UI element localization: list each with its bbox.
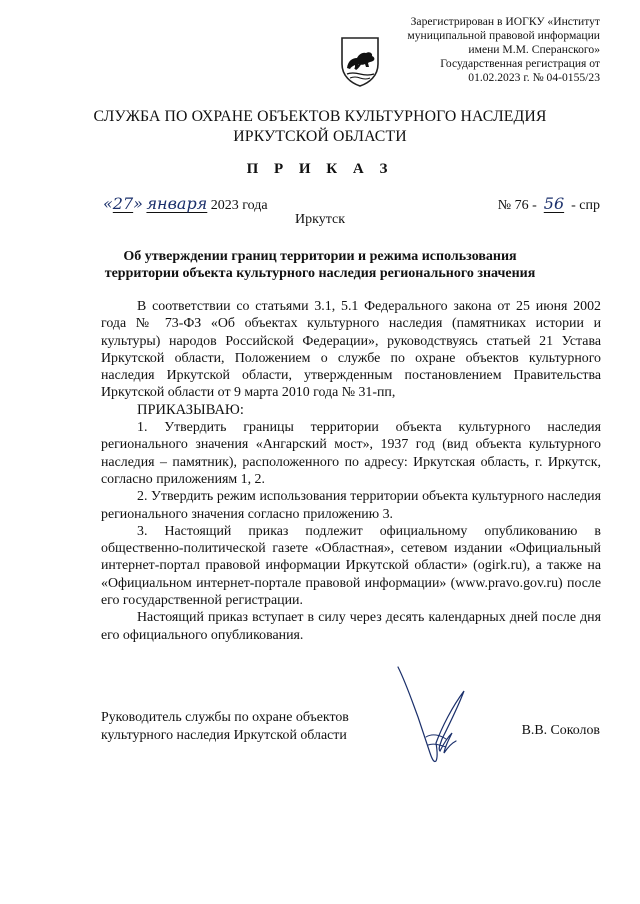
signer-position xyxy=(101,709,349,745)
agency-name xyxy=(0,107,640,147)
date-year: 2023 года xyxy=(210,198,268,213)
city: Иркутск xyxy=(294,212,346,227)
final-paragraph: Настоящий приказ вступает в силу через десять календарных дней после дня его официального опубликования. xyxy=(101,610,601,643)
document-title xyxy=(0,248,640,282)
order-number xyxy=(498,194,600,214)
signer-name: В.В. Соколов xyxy=(521,723,600,738)
order-number-suffix: - спр xyxy=(571,198,600,213)
registration-line: 01.02.2023 г. № 04-0155/23 xyxy=(468,71,600,84)
registration-line: имени М.М. Сперанского» xyxy=(468,43,600,56)
order-item-3: 3. Настоящий приказ подлежит официальному опубликованию в общественно-политической газете «Областная», сетевом издании «Официальный интернет-портал правовой информации Иркутской области» (ogirk.ru), а также на «Официальном интернет-портале правовой информации» (www.pravo.gov.ru) после его государственной регистрации. xyxy=(101,523,601,609)
order-number-handwritten: 56 xyxy=(543,194,565,213)
date-quote-close: » xyxy=(133,194,143,213)
agency-name-line: ИРКУТСКОЙ ОБЛАСТИ xyxy=(233,128,407,145)
date-day: 27 xyxy=(112,194,134,213)
signer-position-line: культурного наследия Иркутской области xyxy=(101,728,347,743)
order-date xyxy=(103,194,268,214)
date-quote-open: « xyxy=(103,194,113,213)
document-title-line: Об утверждении границ территории и режима использования xyxy=(123,249,517,264)
order-item-1: 1. Утвердить границы территории объекта культурного наследия регионального значения «Ангарский мост», 1937 год (вид объекта культурного наследия – памятник), расположенного по адресу: Иркутская область, г. Иркутск, согласно приложениям 1, 2. xyxy=(101,420,601,487)
preamble-paragraph: В соответствии со статьями 3.1, 5.1 Федерального закона от 25 июня 2002 года № 73-ФЗ «Об объектах культурного наследия (памятниках истории и культуры) народов Российской Федерации», руководствуясь статьей 21 Устава Иркутской области, Положением о службе по охране объектов культурного наследия Иркутской области, утвержденным постановлением Правительства Иркутской области от 9 марта 2010 года № 31-пп, xyxy=(101,299,601,401)
order-word: ПРИКАЗЫВАЮ: xyxy=(137,401,244,418)
order-number-prefix: № 76 - xyxy=(497,198,537,213)
registration-line: муниципальной правовой информации xyxy=(407,29,600,42)
registration-line: Государственная регистрация от xyxy=(440,57,600,70)
document-type: П Р И К А З xyxy=(246,161,394,177)
document-body xyxy=(101,298,601,644)
document-title-line: территории объекта культурного наследия регионального значения xyxy=(104,266,536,281)
agency-name-line: СЛУЖБА ПО ОХРАНЕ ОБЪЕКТОВ КУЛЬТУРНОГО НАСЛЕДИЯ xyxy=(93,108,547,125)
handwritten-signature-icon xyxy=(390,665,470,765)
signer-position-line: Руководитель службы по охране объектов xyxy=(101,710,349,725)
registration-line: Зарегистрирован в ИОГКУ «Институт xyxy=(410,15,600,28)
date-month: января xyxy=(146,194,208,213)
order-item-2: 2. Утвердить режим использования территории объекта культурного наследия регионального значения согласно приложению 3. xyxy=(101,489,601,522)
registration-stamp xyxy=(340,15,600,85)
